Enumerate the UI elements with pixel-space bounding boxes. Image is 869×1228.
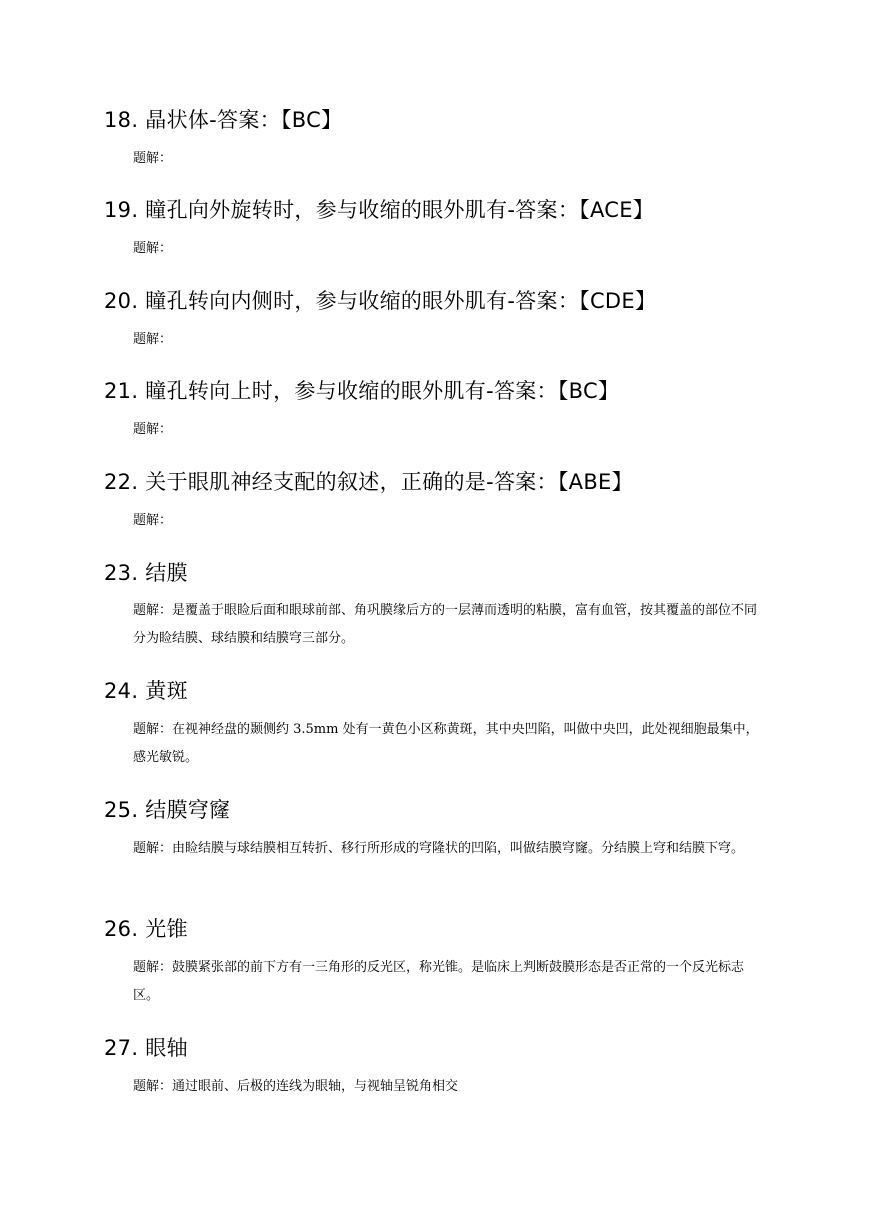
question-19-title: 19. 瞳孔向外旋转时，参与收缩的眼外肌有-答案：【ACE】 (104, 198, 655, 222)
question-18-note: 题解： (133, 151, 173, 166)
question-25-title: 25. 结膜穹窿 (104, 798, 231, 822)
question-18-title: 18. 晶状体-答案：【BC】 (104, 108, 343, 132)
question-26-title: 26. 光锥 (104, 917, 188, 941)
question-21-note: 题解： (133, 422, 173, 437)
question-20-title: 20. 瞳孔转向内侧时，参与收缩的眼外肌有-答案：【CDE】 (104, 289, 657, 313)
question-22-note: 题解： (133, 513, 173, 528)
question-25-note: 题解：由睑结膜与球结膜相互转折、移行所形成的穹隆状的凹陷，叫做结膜穹窿。分结膜上穹和结膜下穹。 (133, 841, 745, 856)
question-26-note: 题解：鼓膜紧张部的前下方有一三角形的反光区，称光锥。是临床上判断鼓膜形态是否正常的一个反光标志区。 (133, 960, 745, 1003)
question-21-title: 21. 瞳孔转向上时，参与收缩的眼外肌有-答案：【BC】 (104, 379, 620, 403)
question-24-title: 24. 黄斑 (104, 679, 188, 703)
question-20-note: 题解： (133, 332, 173, 347)
question-27-note: 题解：通过眼前、后极的连线为眼轴，与视轴呈锐角相交 (133, 1079, 459, 1094)
question-27-title: 27. 眼轴 (104, 1036, 188, 1060)
question-19-note: 题解： (133, 241, 173, 256)
question-23-note: 题解：是覆盖于眼睑后面和眼球前部、角巩膜缘后方的一层薄而透明的粘膜，富有血管，按其覆盖的部位不同分为睑结膜、球结膜和结膜穹三部分。 (133, 603, 758, 646)
question-24-note: 题解：在视神经盘的颞侧约 3.5mm 处有一黄色小区称黄斑，其中央凹陷，叫做中央凹，此处视细胞最集中，感光敏锐。 (133, 722, 759, 765)
question-23-title: 23. 结膜 (104, 561, 188, 585)
question-22-title: 22. 关于眼肌神经支配的叙述，正确的是-答案：【ABE】 (104, 470, 633, 494)
